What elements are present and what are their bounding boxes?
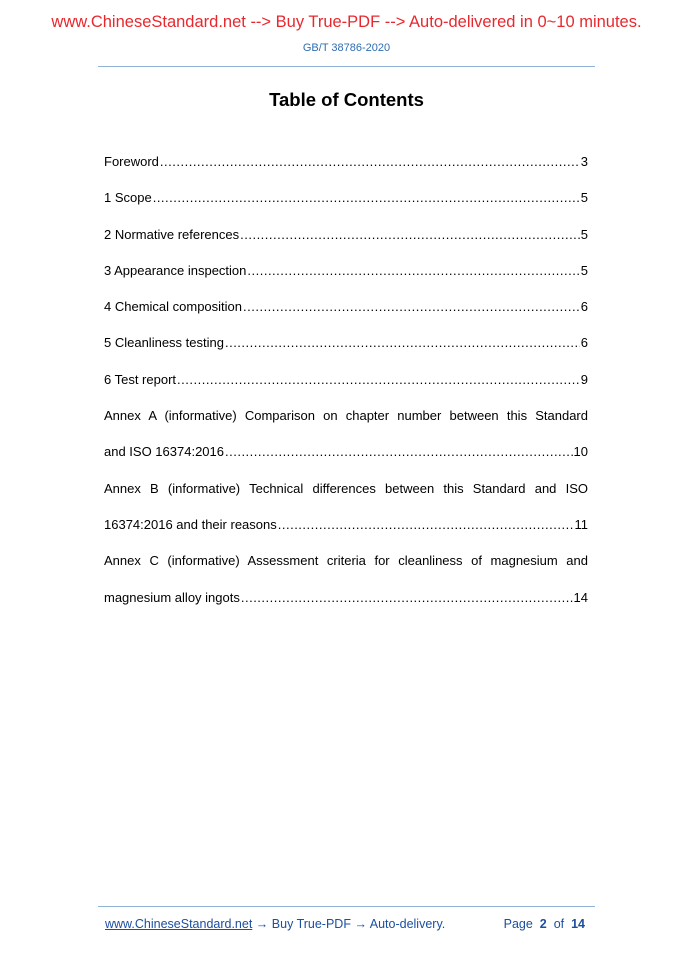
current-page-number: 2 (539, 917, 547, 931)
header-divider (98, 66, 595, 67)
toc-entry-label: 4 Chemical composition (104, 299, 243, 315)
toc-entry-appearance-inspection[interactable] (104, 253, 588, 289)
toc-entry-label-line: Annex A (informative) Comparison on chapter number between this Standard (104, 408, 588, 424)
standard-code-header: GB/T 38786-2020 (302, 42, 391, 54)
toc-entry-label: 5 Cleanliness testing (104, 335, 224, 351)
toc-entry-page: 6 (580, 299, 588, 315)
toc-entry-page: 5 (580, 226, 588, 242)
footer-promo (105, 917, 445, 931)
arrow-right-icon: → (354, 917, 367, 931)
page-word: Page (503, 917, 533, 931)
toc-entry-label: and ISO 16374:2016 (104, 444, 224, 460)
dot-leader (153, 180, 580, 216)
dot-leader (240, 217, 580, 253)
toc-entry-page: 11 (574, 516, 588, 532)
toc-entry-annex-a[interactable] (104, 398, 588, 471)
total-pages-number: 14 (571, 917, 585, 931)
dot-leader (225, 325, 580, 361)
toc-entry-label: 2 Normative references (104, 226, 240, 242)
arrow-right-icon: → (255, 917, 269, 931)
toc-entry-cleanliness-testing[interactable] (104, 325, 588, 361)
dot-leader (243, 289, 580, 325)
toc-entry-annex-c[interactable] (104, 543, 588, 616)
page-indicator (504, 917, 585, 931)
footer-buy-text: Buy True-PDF (271, 917, 351, 931)
toc-entry-page: 6 (580, 335, 588, 351)
toc-entry-chemical-composition[interactable] (104, 289, 588, 325)
of-word: of (553, 917, 565, 931)
toc-entry-normative-references[interactable] (104, 217, 588, 253)
toc-entry-page: 5 (580, 190, 588, 206)
toc-entry-foreword[interactable] (104, 144, 588, 180)
toc-entry-label: 1 Scope (104, 190, 152, 206)
toc-entry-page: 9 (580, 371, 588, 387)
dot-leader (241, 580, 573, 616)
footer-delivery-text: Auto-delivery. (369, 917, 446, 931)
toc-entry-label-line: Annex B (informative) Technical differences between this Standard and ISO (104, 480, 588, 496)
footer-site-link[interactable]: www.ChineseStandard.net (105, 917, 253, 931)
page-title: Table of Contents (269, 89, 424, 110)
dot-leader (278, 507, 574, 543)
dot-leader (225, 434, 573, 470)
table-of-contents (104, 144, 588, 616)
toc-entry-label: 6 Test report (104, 371, 177, 387)
toc-entry-scope[interactable] (104, 180, 588, 216)
toc-entry-page: 5 (580, 262, 588, 278)
promo-banner[interactable]: www.ChineseStandard.net --> Buy True-PDF --> Auto-delivered in 0~10 minutes. (51, 13, 642, 31)
toc-entry-label: magnesium alloy ingots (104, 589, 240, 605)
toc-entry-page: 10 (573, 444, 588, 460)
footer-divider (98, 906, 595, 907)
toc-entry-annex-b[interactable] (104, 471, 588, 544)
toc-entry-test-report[interactable] (104, 362, 588, 398)
toc-entry-page: 14 (573, 589, 588, 605)
dot-leader (160, 144, 580, 180)
toc-entry-label: 16374:2016 and their reasons (104, 516, 277, 532)
toc-entry-label: 3 Appearance inspection (104, 262, 247, 278)
toc-entry-label-line: Annex C (informative) Assessment criteria for cleanliness of magnesium and (104, 553, 588, 569)
toc-entry-page: 3 (580, 154, 588, 169)
dot-leader (247, 253, 579, 289)
toc-entry-label: Foreword (104, 154, 159, 169)
dot-leader (177, 362, 580, 398)
